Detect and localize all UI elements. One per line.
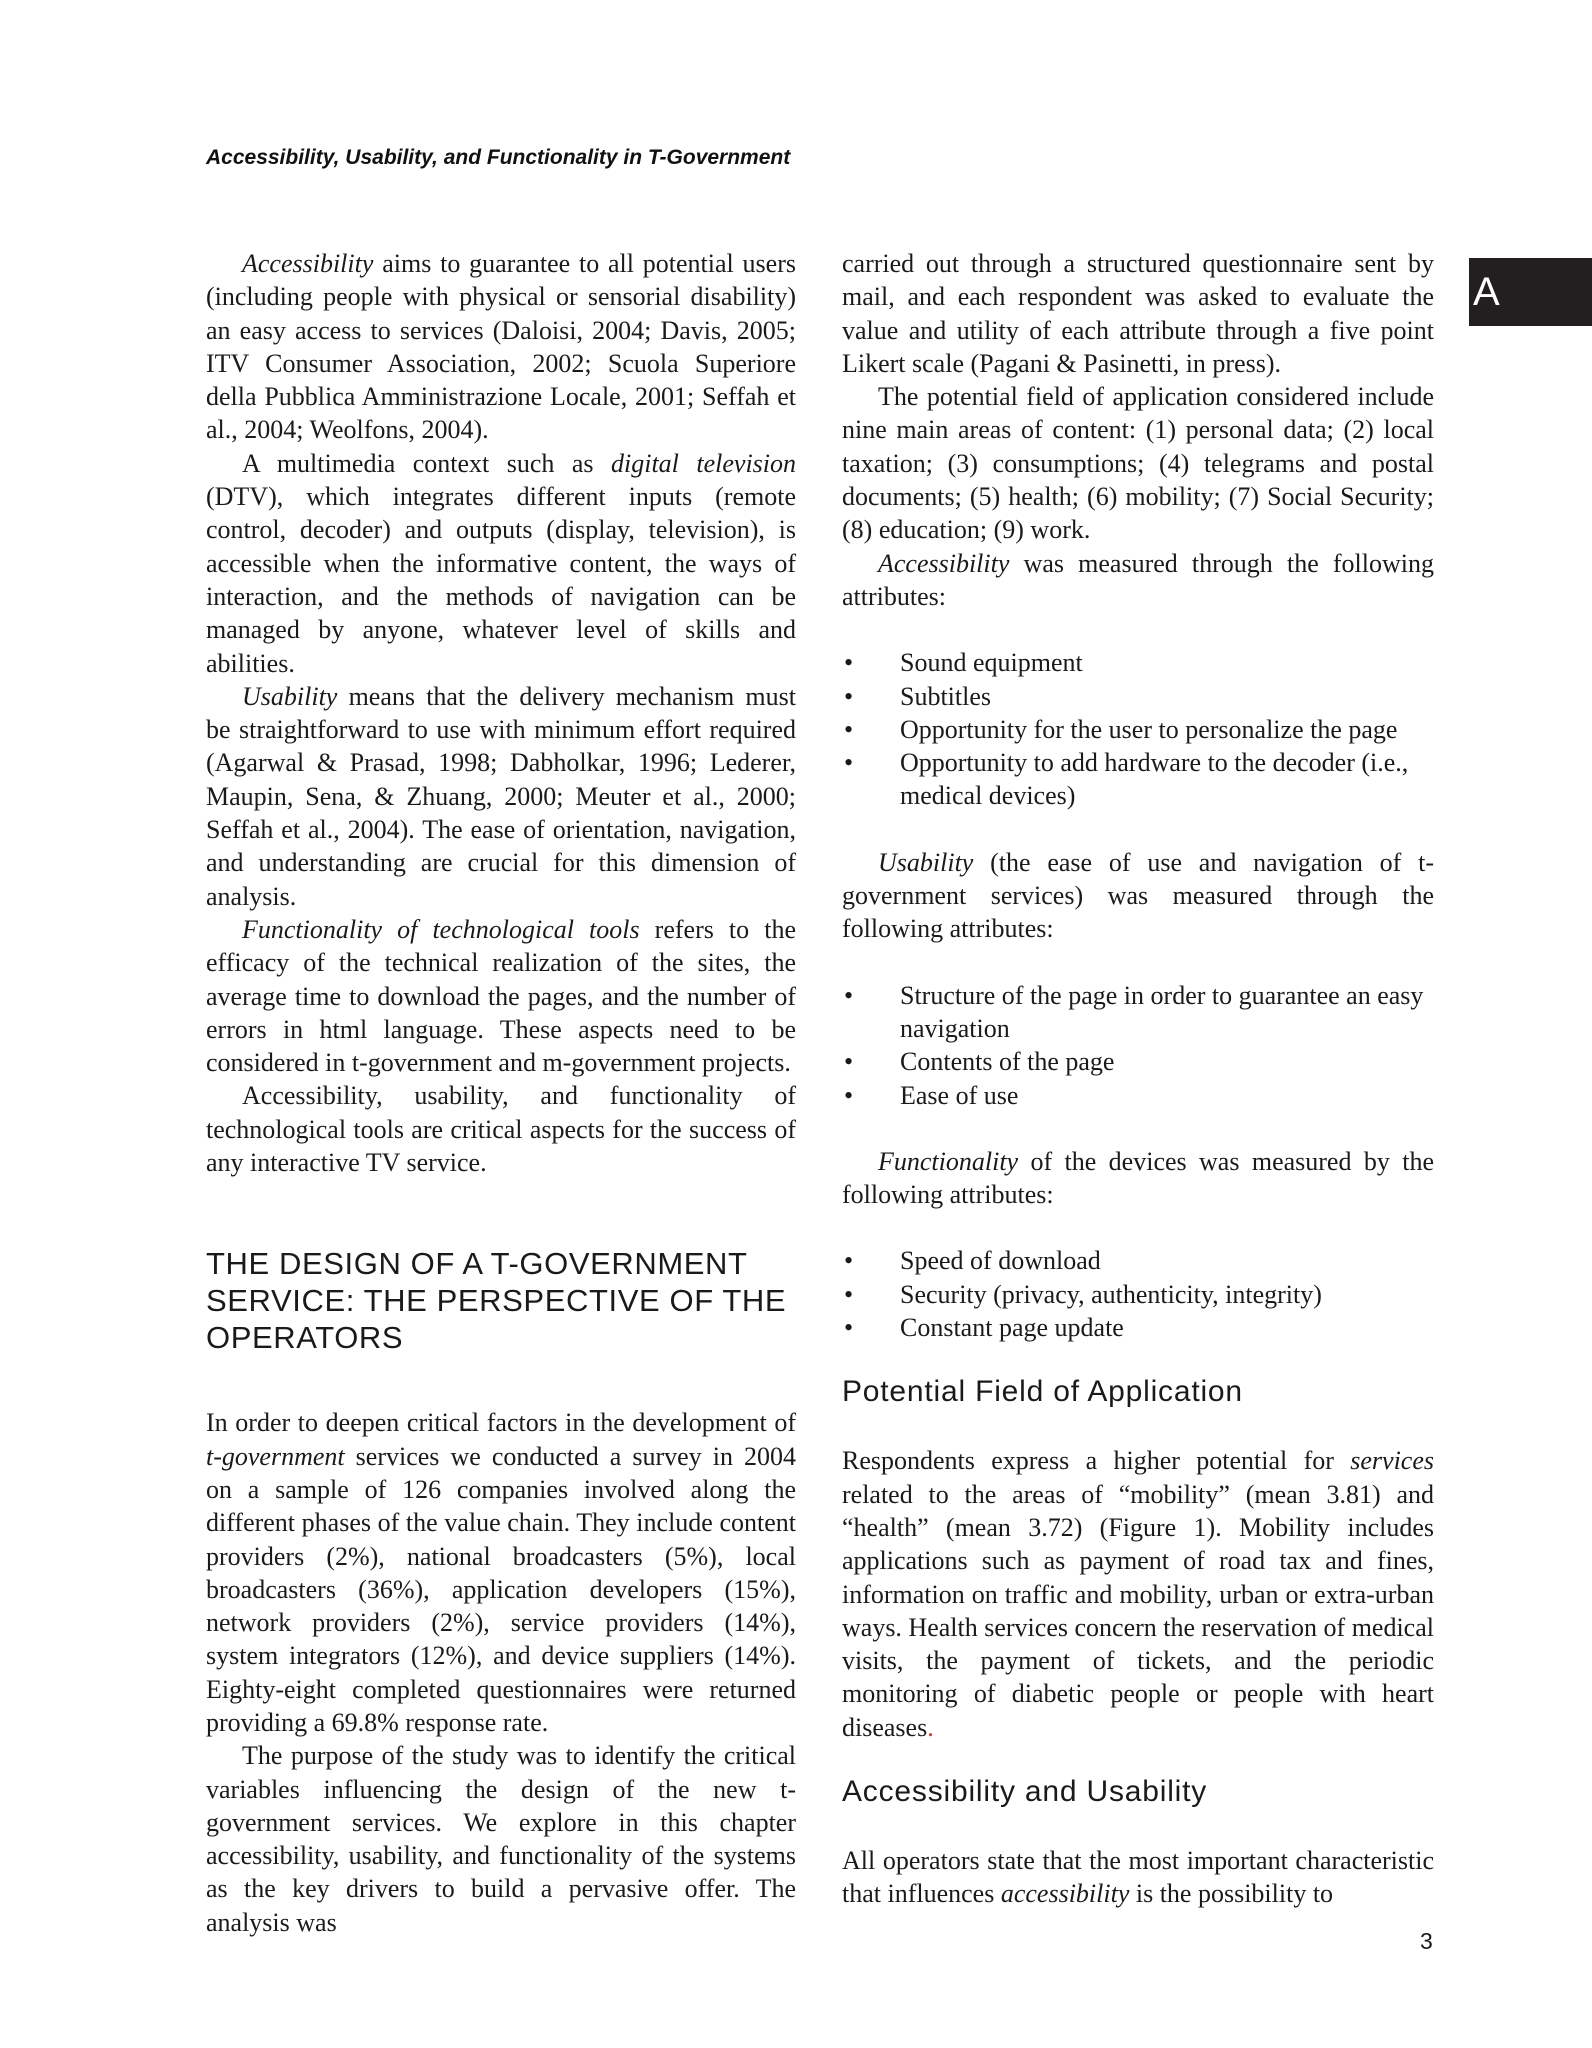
paragraph-accessibility: Accessibility aims to guarantee to all potential users (including people with physical or sensorial disability) an easy access to services (Daloisi, 2004; Davis, 2005; ITV Consumer Association, 2002; Scuola Superiore della Pubblica Amministrazione Locale, 2001; Seffah et al., 2004; Weolfons, 2004). <box>206 249 796 445</box>
paragraph-survey: In order to deepen critical factors in the development of t-government services we conducted a survey in 2004 on a sample of 126 companies involved along the different phases of the value chain. They include content providers (2%), national broadcasters (5%), local broadcasters (36%), application developers (15%), network providers (2%), service providers (14%), system integrators (12%), and device suppliers (14%). Eighty-eight completed questionnaires were returned providing a 69.8% response rate. <box>206 1408 796 1737</box>
paragraph-multimedia-context: A multimedia context such as digital television (DTV), which integrates different inputs (remote control, decoder) and outputs (display, television), is accessible when the informative content, the ways of interaction, and the methods of navigation can be managed by anyone, whatever level of skills and abilities. <box>206 448 797 678</box>
paragraph-field-of-application: The potential field of application considered include nine main areas of content: (1) personal data; (2) local taxation; (3) consumptions; (4) telegrams and postal documents; (5) health; (6) mobility; (7) Social Security; (8) education; (9) work. <box>842 382 1434 545</box>
paragraph-study-purpose: The purpose of the study was to identify the critical variables influencing the design of the new t-government services. We explore in this chapter accessibility, usability, and functionality of the systems as the key drivers to build a pervasive offer. The analysis was <box>206 1741 796 1937</box>
right-column <box>842 247 1434 1911</box>
left-column <box>206 247 796 1939</box>
list-item: • Contents of the page <box>844 1047 1115 1077</box>
paragraph-operators-state: All operators state that the most important characteristic that influences accessibility is the possibility to <box>842 1845 1434 1909</box>
paragraph-questionnaire: carried out through a structured questionnaire sent by mail, and each respondent was asked to evaluate the value and utility of each attribute through a five point Likert scale (Pagani & Pasinetti, in press). <box>842 249 1434 378</box>
list-item: • Opportunity for the user to personalize the page <box>844 714 1398 744</box>
paragraph-usability: Usability means that the delivery mechanism must be straightforward to use with minimum effort required (Agarwal & Prasad, 1998; Dabholkar, 1996; Lederer, Maupin, Sena, & Zhuang, 2000; Meuter et al., 2000; Seffah et al., 2004). The ease of orientation, navigation, and understanding are crucial for this dimension of analysis. <box>206 681 796 911</box>
functionality-attributes-list <box>842 1244 1434 1344</box>
list-item: • Structure of the page in order to guarantee an easy navigation <box>844 980 1424 1043</box>
paragraph-accessibility-measured: Accessibility was measured through the following attributes: <box>842 548 1434 611</box>
list-item: • Sound equipment <box>844 648 1083 678</box>
section-heading: THE DESIGN OF A T-GOVERNMENT SERVICE: THE PERSPECTIVE OF THE OPERATORS <box>206 1246 787 1356</box>
list-item: • Security (privacy, authenticity, integrity) <box>844 1279 1322 1309</box>
list-item: • Constant page update <box>844 1313 1124 1343</box>
subheading-potential-field: Potential Field of Application <box>842 1375 1243 1409</box>
paragraph-usability-measured: Usability (the ease of use and navigation of t-government services) was measured through the following attributes: <box>842 847 1434 944</box>
paragraph-functionality: Functionality of technological tools refers to the efficacy of the technical realization of the sites, the average time to download the pages, and the number of errors in html language. These aspects need to be considered in t-government and m-government projects. <box>206 914 796 1078</box>
list-item: • Subtitles <box>844 681 992 711</box>
page-number: 3 <box>1420 1928 1433 1954</box>
running-title: Accessibility, Usability, and Functionality in T-Government <box>206 146 791 169</box>
section-thumb-tab: A <box>1469 258 1592 326</box>
paragraph-respondents: Respondents express a higher potential for services related to the areas of “mobility” (mean 3.81) and “health” (mean 3.72) (Figure 1). Mobility includes applications such as payment of road tax and fines, information on traffic and mobility, urban or extra-urban ways. Health services concern the reservation of medical visits, the payment of tickets, and the periodic monitoring of diabetic people or people with heart diseases. <box>842 1446 1434 1742</box>
accessibility-attributes-list <box>842 646 1434 812</box>
subheading-accessibility-usability: Accessibility and Usability <box>842 1774 1208 1808</box>
paragraph-critical-aspects: Accessibility, usability, and functionality of technological tools are critical aspects for the success of any interactive TV service. <box>206 1081 796 1178</box>
list-item: • Opportunity to add hardware to the decoder (i.e., medical devices) <box>844 748 1409 811</box>
list-item: • Ease of use <box>844 1080 1019 1110</box>
usability-attributes-list <box>842 979 1434 1112</box>
paragraph-functionality-measured: Functionality of the devices was measured by the following attributes: <box>842 1146 1434 1210</box>
list-item: • Speed of download <box>844 1246 1101 1276</box>
